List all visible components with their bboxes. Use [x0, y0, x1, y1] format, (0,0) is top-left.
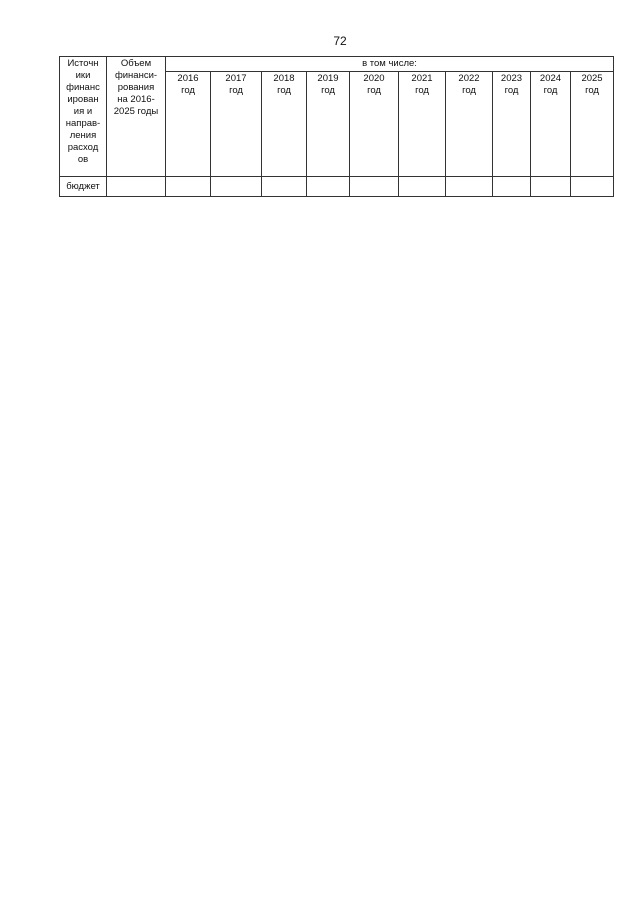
row-year-cell	[262, 177, 307, 197]
header-year: 2023 год	[493, 72, 531, 177]
row-year-cell	[211, 177, 262, 197]
row-year-cell	[307, 177, 350, 197]
header-year: 2017 год	[211, 72, 262, 177]
header-year: 2016 год	[166, 72, 211, 177]
header-financing-volume: Объем финанси- рования на 2016- 2025 годы	[107, 57, 166, 177]
row-year-cell	[493, 177, 531, 197]
header-year: 2020 год	[350, 72, 399, 177]
row-volume-cell	[107, 177, 166, 197]
header-year: 2024 год	[531, 72, 571, 177]
financing-table	[59, 56, 614, 197]
row-label: бюджет	[60, 177, 107, 197]
row-year-cell	[166, 177, 211, 197]
row-year-cell	[350, 177, 399, 197]
header-year: 2021 год	[399, 72, 446, 177]
header-year: 2019 год	[307, 72, 350, 177]
header-year: 2018 год	[262, 72, 307, 177]
row-year-cell	[446, 177, 493, 197]
page-number: 72	[333, 34, 347, 48]
header-year: 2025 год	[571, 72, 614, 177]
header-including: в том числе:	[166, 57, 614, 72]
header-row-1	[60, 57, 614, 72]
row-year-cell	[399, 177, 446, 197]
row-year-cell	[531, 177, 571, 197]
header-financing-sources: Источн ики финанс ирован ия и направ- ления расход ов	[60, 57, 107, 177]
table-row	[60, 177, 614, 197]
row-year-cell	[571, 177, 614, 197]
header-year: 2022 год	[446, 72, 493, 177]
